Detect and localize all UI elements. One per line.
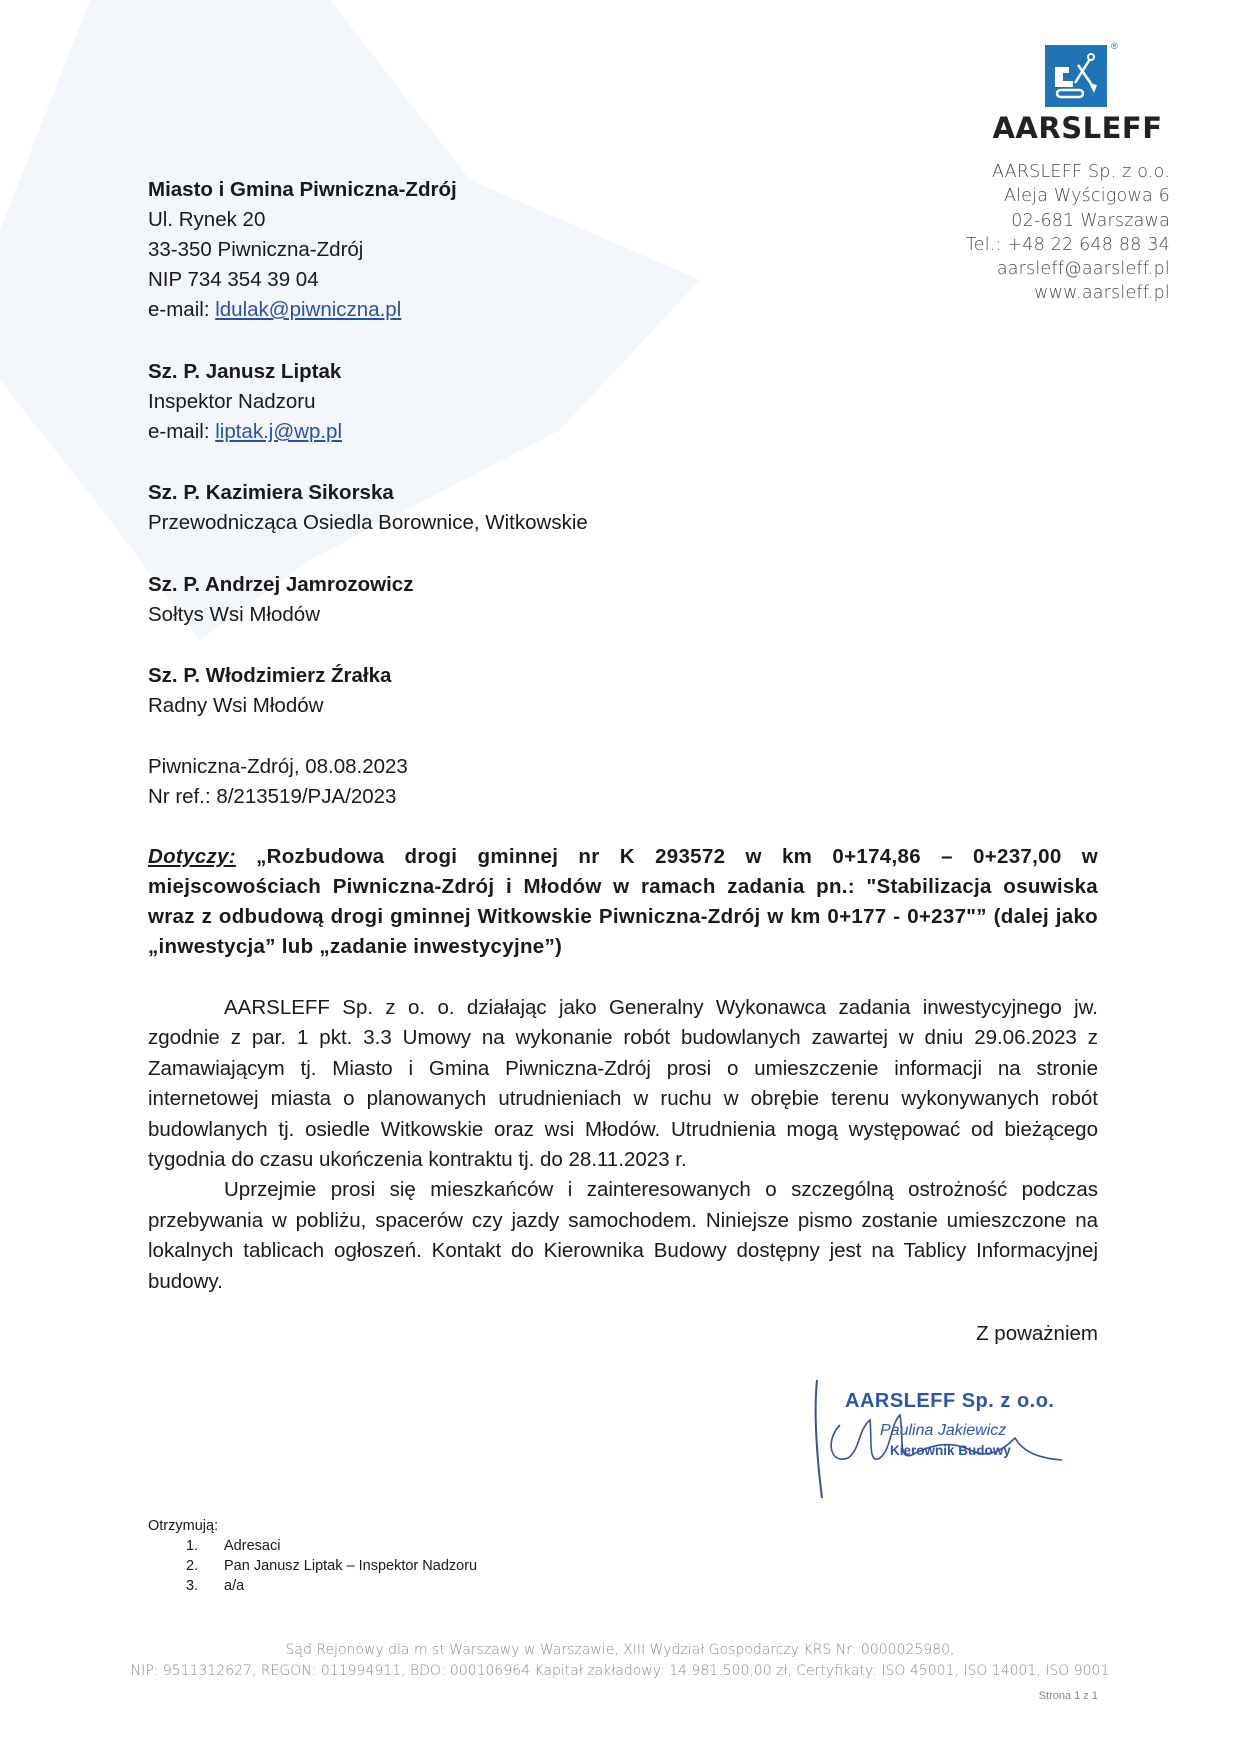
footer-line: Sąd Rejonowy dla m.st Warszawy w Warszawie, XIII Wydział Gospodarczy KRS Nr: 0000025980,	[285, 1642, 955, 1658]
recipient-block	[148, 478, 588, 538]
subject-text: „Rozbudowa drogi gminnej nr K 293572 w km 0+174,86 – 0+237,00 w miejscowościach Piwniczna-Zdrój i Młodów w ramach zadania pn.: "Stabilizacja osuwiska wraz z odbudową drogi gminnej Witkowskie Piwniczna-Zdrój w km 0+177 - 0+237"” (dalej jako „inwestycja” lub „zadanie inwestycyjne”)	[148, 845, 1098, 958]
list-number: 1.	[186, 1538, 199, 1554]
stamp-name: Paulina Jakiewicz	[880, 1422, 1007, 1439]
recipient-block	[148, 570, 413, 630]
recipient-line: 33-350 Piwniczna-Zdrój	[148, 238, 364, 261]
list-item	[148, 1556, 477, 1576]
list-text: a/a	[224, 1578, 245, 1594]
recipient-name: Sz. P. Andrzej Jamrozowicz	[148, 573, 414, 596]
sender-website[interactable]: www.aarsleff.pl	[1034, 283, 1170, 304]
list-text: Adresaci	[224, 1538, 281, 1554]
recipient-line: Sołtys Wsi Młodów	[148, 603, 321, 626]
recipient-block	[148, 357, 342, 447]
sender-address	[940, 160, 1170, 306]
sender-email[interactable]: aarsleff@aarsleff.pl	[996, 259, 1170, 280]
list-number: 2.	[186, 1558, 199, 1574]
sender-company: AARSLEFF Sp. z o.o.	[991, 162, 1170, 182]
recipient-block	[148, 661, 391, 721]
recipient-line: Inspektor Nadzoru	[148, 390, 316, 413]
recipient-line: NIP 734 354 39 04	[148, 268, 319, 291]
email-label: e-mail:	[148, 420, 216, 443]
letter-body	[148, 993, 1098, 1297]
body-paragraph: AARSLEFF Sp. z o. o. działając jako Generalny Wykonawca zadania inwestycyjnego jw. zgodnie z par. 1 pkt. 3.3 Umowy na wykonanie robót budowlanych zawartej w dniu 29.06.2023 z Zamawiającym tj. Miasto i Gmina Piwniczna-Zdrój prosi o umieszczenie informacji na stronie internetowej miasta o planowanych utrudnieniach w ruchu w obrębie terenu wykonywanych robót budowlanych tj. osiedle Witkowskie oraz wsi Młodów. Utrudnienia mogą występować od bieżącego tygodnia do czasu ukończenia kontraktu tj. do 28.11.2023 r.	[148, 996, 1098, 1172]
page-number: Strona 1 z 1	[1038, 1690, 1098, 1702]
email-label: e-mail:	[148, 298, 216, 321]
list-number: 3.	[186, 1578, 199, 1594]
email-link[interactable]: ldulak@piwniczna.pl	[215, 298, 402, 321]
email-link[interactable]: liptak.j@wp.pl	[215, 420, 342, 443]
place-date: Piwniczna-Zdrój, 08.08.2023	[148, 755, 408, 778]
stamp-role: Kierownik Budowy	[890, 1443, 1011, 1458]
list-text: Pan Janusz Liptak – Inspektor Nadzoru	[224, 1558, 478, 1574]
distribution-label: Otrzymują:	[148, 1518, 219, 1534]
subject-label: Dotyczy:	[148, 845, 236, 868]
sender-street: Aleja Wyścigowa 6	[1003, 186, 1170, 207]
stamp-company: AARSLEFF Sp. z o.o.	[845, 1390, 1055, 1412]
registered-mark: ®	[1111, 41, 1118, 51]
footer-line: NIP: 9511312627, REGON: 011994911, BDO: 000106964 Kapitał zakładowy: 14.981.500,00 zł, Certyfikaty: ISO 45001, ISO 14001, ISO 9001	[130, 1663, 1110, 1679]
recipient-name: Sz. P. Włodzimierz Źrałka	[148, 664, 392, 687]
closing: Z poważniem	[976, 1322, 1098, 1345]
recipient-block	[148, 175, 457, 325]
logo-wordmark: AARSLEFF	[992, 111, 1163, 145]
recipient-email-row	[148, 417, 342, 447]
signature-stamp	[800, 1370, 1090, 1510]
recipient-email-row	[148, 295, 457, 325]
place-date-block	[148, 752, 408, 812]
recipient-name: Miasto i Gmina Piwniczna-Zdrój	[148, 178, 457, 201]
sender-city: 02-681 Warszawa	[1011, 210, 1170, 231]
reference-number: Nr ref.: 8/213519/PJA/2023	[148, 785, 397, 808]
distribution-list	[148, 1516, 477, 1596]
body-paragraph: Uprzejmie prosi się mieszkańców i zainteresowanych o szczególną ostrożność podczas przebywania w pobliżu, spacerów czy jazdy samochodem. Niniejsze pismo zostanie umieszczone na lokalnych tablicach ogłoszeń. Kontakt do Kierownika Budowy dostępny jest na Tablicy Informacyjnej budowy.	[148, 1178, 1098, 1293]
recipient-line: Przewodnicząca Osiedla Borownice, Witkowskie	[148, 511, 588, 534]
subject-block	[148, 842, 1098, 962]
list-item	[148, 1536, 477, 1556]
list-item	[148, 1576, 477, 1596]
recipient-name: Sz. P. Janusz Liptak	[148, 360, 342, 383]
excavator-icon	[1045, 45, 1107, 107]
recipient-line: Ul. Rynek 20	[148, 208, 266, 231]
sender-phone: Tel.: +48 22 648 88 34	[965, 234, 1170, 255]
recipient-line: Radny Wsi Młodów	[148, 694, 324, 717]
recipient-name: Sz. P. Kazimiera Sikorska	[148, 481, 394, 504]
footer-legal	[130, 1640, 1110, 1682]
